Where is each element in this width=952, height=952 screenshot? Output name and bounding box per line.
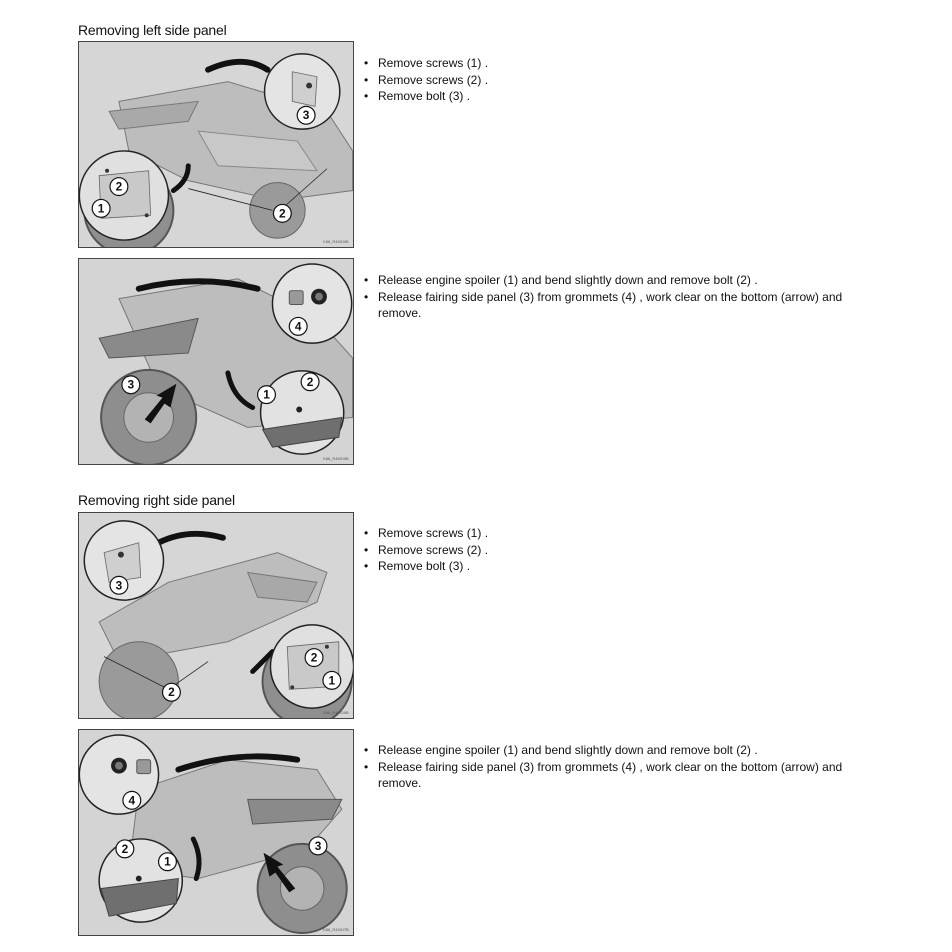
step-item: • Release fairing side panel (3) from grommets (4) , work clear on the bottom (arrow) and remove.	[364, 759, 884, 792]
callout-1	[323, 671, 341, 689]
callout-4	[123, 791, 141, 809]
illustration-left-spoiler	[79, 259, 353, 464]
callout-2b	[273, 204, 291, 222]
callout-3	[297, 106, 315, 124]
callout-1	[159, 853, 177, 871]
step-item: • Remove bolt (3) .	[364, 558, 884, 575]
callout-3	[110, 576, 128, 594]
svg-text:2: 2	[121, 841, 129, 856]
steps-right-screws	[364, 525, 884, 575]
illustration-right-spoiler	[79, 730, 353, 935]
section-title-right-panel: Removing right side panel	[78, 492, 235, 508]
figure-code: K66_R45IO0B	[323, 239, 349, 245]
callout-2	[116, 840, 134, 858]
figure-code: K66_R45IO0B	[323, 456, 349, 462]
svg-text:2: 2	[306, 374, 314, 389]
svg-text:2: 2	[115, 179, 123, 194]
step-item: • Release engine spoiler (1) and bend slightly down and remove bolt (2) .	[364, 742, 884, 759]
step-item: • Remove screws (2) .	[364, 72, 884, 89]
callout-2	[301, 373, 319, 391]
svg-text:1: 1	[328, 673, 336, 688]
svg-text:1: 1	[164, 854, 171, 869]
illustration-left-screws	[79, 42, 353, 247]
step-item: • Release engine spoiler (1) and bend slightly down and remove bolt (2) .	[364, 272, 884, 289]
illustration-right-screws	[79, 513, 353, 718]
step-item: • Remove screws (1) .	[364, 525, 884, 542]
svg-text:1: 1	[263, 387, 270, 402]
svg-text:1: 1	[97, 201, 105, 216]
callout-2b	[163, 683, 181, 701]
callout-4	[289, 317, 307, 335]
figure-left-spoiler	[78, 258, 354, 465]
step-item: • Release fairing side panel (3) from grommets (4) , work clear on the bottom (arrow) and remove.	[364, 289, 884, 322]
callout-2	[110, 178, 128, 196]
steps-left-spoiler	[364, 272, 884, 322]
step-item: • Remove screws (2) .	[364, 542, 884, 559]
callout-1	[258, 386, 276, 404]
svg-text:3: 3	[127, 377, 135, 392]
svg-text:4: 4	[128, 793, 136, 808]
figure-code: K66_R45IO0B	[323, 710, 349, 716]
section-title-left-panel: Removing left side panel	[78, 22, 227, 38]
figure-right-screws	[78, 512, 354, 719]
figure-right-spoiler	[78, 729, 354, 936]
step-item: • Remove screws (1) .	[364, 55, 884, 72]
callout-3	[122, 376, 140, 394]
step-item: • Remove bolt (3) .	[364, 88, 884, 105]
figure-left-screws	[78, 41, 354, 248]
svg-text:3: 3	[115, 578, 123, 593]
svg-text:4: 4	[294, 319, 302, 334]
steps-right-spoiler	[364, 742, 884, 792]
svg-text:2: 2	[310, 650, 318, 665]
callout-2	[305, 649, 323, 667]
svg-text:2: 2	[168, 685, 175, 700]
figure-code: K66_R45IO7B	[323, 927, 349, 933]
svg-text:2: 2	[279, 206, 286, 221]
callout-1	[92, 199, 110, 217]
svg-text:3: 3	[302, 108, 310, 123]
svg-text:3: 3	[314, 838, 322, 853]
callout-3	[309, 837, 327, 855]
steps-left-screws	[364, 55, 884, 105]
